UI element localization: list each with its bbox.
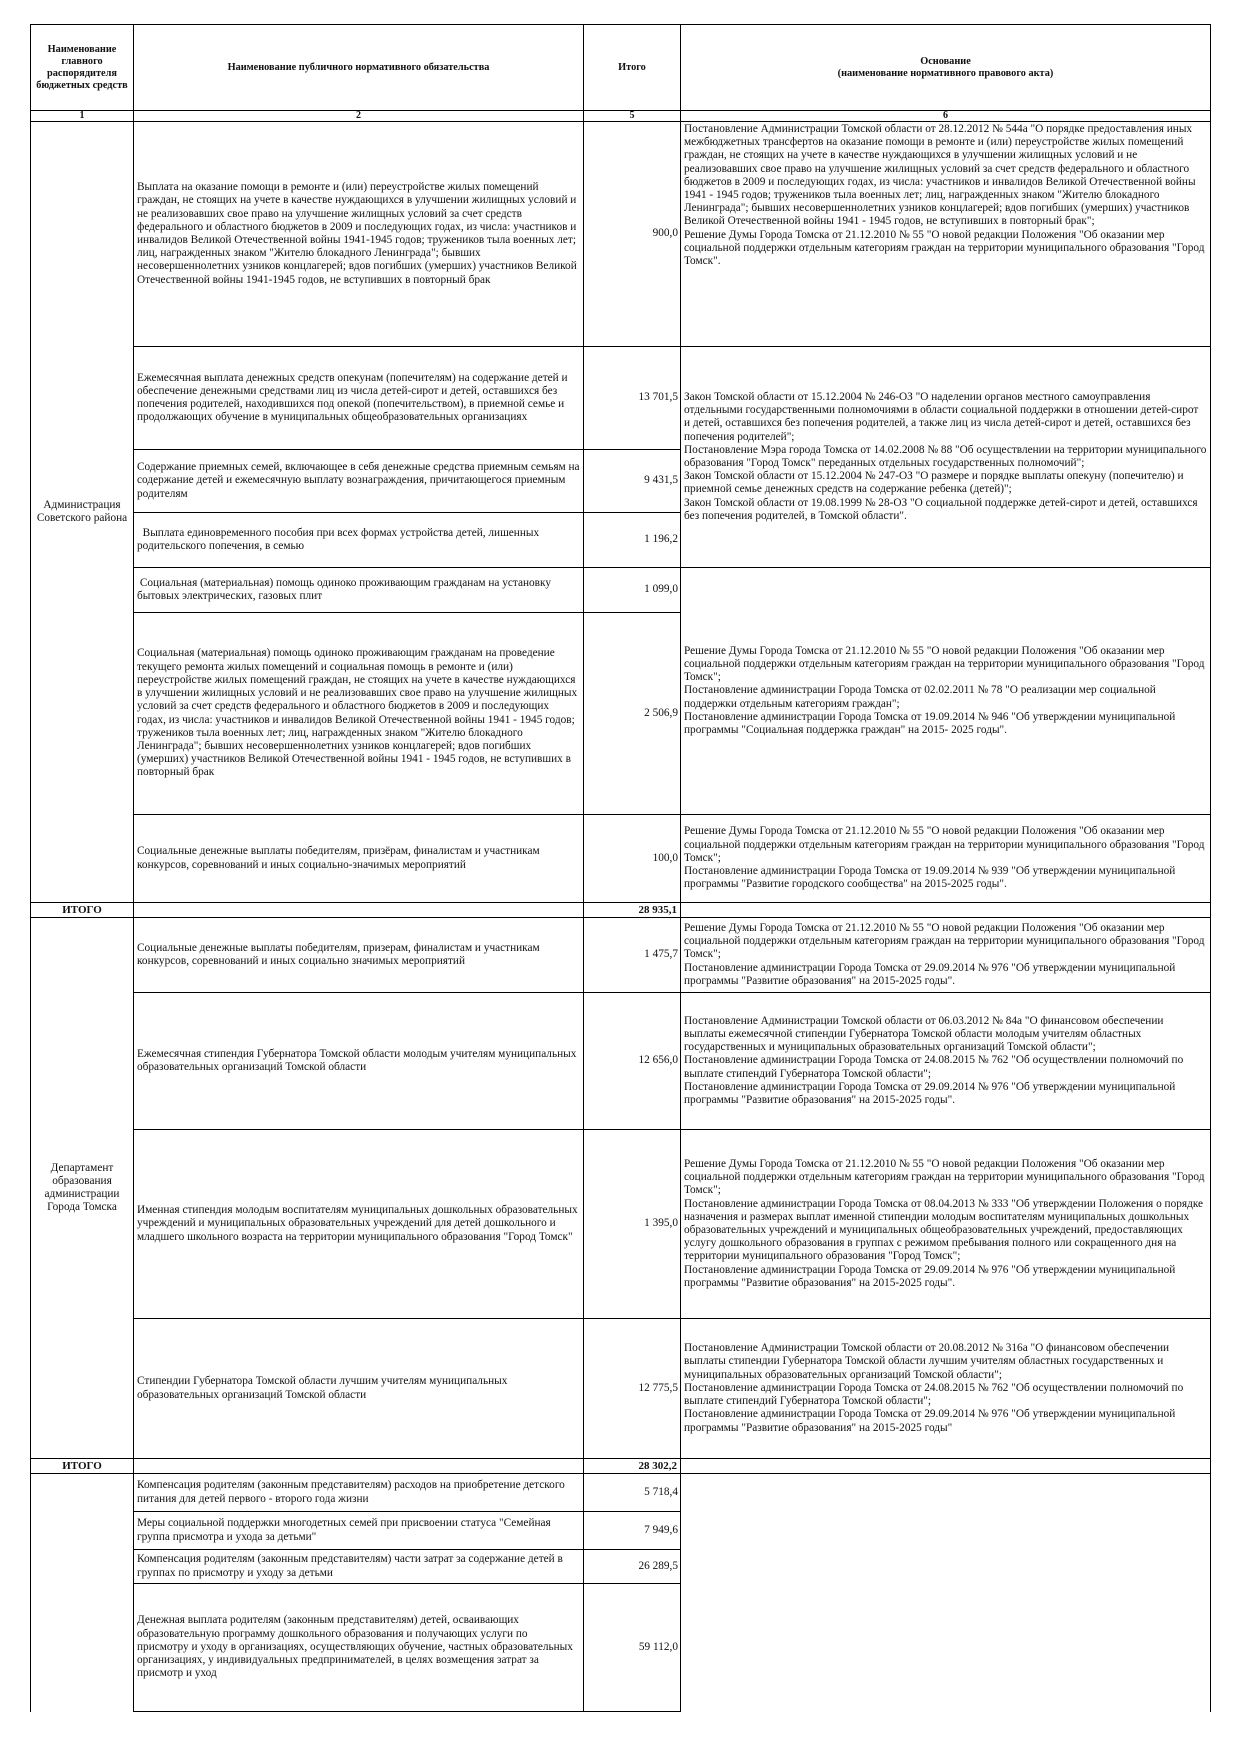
obligation-name: Социальные денежные выплаты победителям, призерам, финалистам и участникам конкурсов, соревнований и иных социально значимых мероприятий	[134, 918, 584, 993]
obligation-total: 2 506,9	[584, 613, 681, 815]
header-col-obligation: Наименование публичного нормативного обязательства	[134, 25, 584, 111]
obligations-table	[30, 24, 1211, 1712]
org-name: Департамент образования администрации Города Томска	[31, 918, 134, 1459]
table-row	[31, 1130, 1211, 1319]
total-label: ИТОГО	[31, 1459, 134, 1474]
obligation-name: Ежемесячная стипендия Губернатора Томской области молодым учителям муниципальных образовательных организаций Томской области	[134, 993, 584, 1130]
obligation-name: Содержание приемных семей, включающее в себя денежные средства приемным семьям на содержание детей и ежемесячную выплату вознаграждения, причитающегося приемным родителям	[134, 450, 584, 513]
table-row	[31, 1319, 1211, 1459]
obligation-total: 59 112,0	[584, 1584, 681, 1712]
obligation-name: Стипендии Губернатора Томской области лучшим учителям муниципальных образовательных организаций Томской области	[134, 1319, 584, 1459]
column-number: 2	[134, 111, 584, 122]
table-row	[31, 347, 1211, 450]
table-row	[31, 815, 1211, 903]
column-number: 1	[31, 111, 134, 122]
legal-basis: Решение Думы Города Томска от 21.12.2010 № 55 "О новой редакции Положения "Об оказании мер социальной поддержки отдельным категориям граждан на территории муниципального образования "Город Томск"; Постановление администрации Города Томска от 08.04.2013 № 333 "Об утверждении Положения о порядке назначения и размерах выплат именной стипендии молодым воспитателям муниципальных дошкольных образовательных учреждений и муниципальных общеобразовательных учреждений, предоставляющих услугу дошкольного образования в группах с режимом пребывания полного или сокращенного дня на территории муниципального образования "Город Томск"; Постановление администрации Города Томска от 29.09.2014 № 976 "Об утверждении муниципальной программы "Развитие образования" на 2015-2025 годы".	[681, 1130, 1211, 1319]
legal-basis: Решение Думы Города Томска от 21.12.2010 № 55 "О новой редакции Положения "Об оказании мер социальной поддержки отдельным категориям граждан на территории муниципального образования "Город Томск"; Постановление администрации Города Томска от 29.09.2014 № 976 "Об утверждении муниципальной программы "Развитие образования" на 2015-2025 годы".	[681, 918, 1211, 993]
obligation-total: 1 196,2	[584, 513, 681, 568]
column-number: 5	[584, 111, 681, 122]
header-col-org: Наименование главного распорядителя бюджетных средств	[31, 25, 134, 111]
obligation-name: Выплата единовременного пособия при всех формах устройства детей, лишенных родительского попечения, в семью	[134, 513, 584, 568]
obligation-name: Компенсация родителям (законным представителям) части затрат за содержание детей в группах по присмотру и уходу за детьми	[134, 1550, 584, 1584]
table-row	[31, 568, 1211, 613]
total-basis-empty	[681, 1459, 1211, 1474]
total-spacer	[134, 1459, 584, 1474]
legal-basis: Постановление Администрации Томской области от 20.08.2012 № 316а "О финансовом обеспечении выплаты стипендии Губернатора Томской области лучшим учителям областных государственных и муниципальных образовательных организаций Томской области"; Постановление администрации Города Томска от 24.08.2015 № 762 "Об осуществлении полномочий по выплате стипендий Губернатора Томской области"; Постановление администрации Города Томска от 29.09.2014 № 976 "Об утверждении муниципальной программы "Развитие образования" на 2015-2025 годы"	[681, 1319, 1211, 1459]
total-basis-empty	[681, 903, 1211, 918]
obligation-total: 7 949,6	[584, 1512, 681, 1550]
header-row	[31, 25, 1211, 111]
obligation-total: 12 775,5	[584, 1319, 681, 1459]
legal-basis: Решение Думы Города Томска от 21.12.2010 № 55 "О новой редакции Положения "Об оказании мер социальной поддержки отдельным категориям граждан на территории муниципального образования "Город Томск"; Постановление администрации Города Томска от 02.02.2011 № 78 "О реализации мер социальной поддержки отдельным категориям граждан"; Постановление администрации Города Томска от 19.09.2014 № 946 "Об утверждении муниципальной программы "Социальная поддержка граждан" на 2015- 2025 годы".	[681, 568, 1211, 815]
table-row	[31, 993, 1211, 1130]
obligation-name: Социальная (материальная) помощь одиноко проживающим гражданам на установку бытовых электрических, газовых плит	[134, 568, 584, 613]
org-name	[31, 1474, 134, 1712]
document-page	[30, 24, 1210, 1712]
obligation-total: 5 718,4	[584, 1474, 681, 1512]
total-value: 28 935,1	[584, 903, 681, 918]
obligation-total: 9 431,5	[584, 450, 681, 513]
obligation-name: Именная стипендия молодым воспитателям муниципальных дошкольных образовательных учреждений и муниципальных образовательных учреждений для детей дошкольного и младшего школьного возраста на территории муниципального образования "Город Томск"	[134, 1130, 584, 1319]
obligation-total: 1 099,0	[584, 568, 681, 613]
table-row	[31, 1474, 1211, 1512]
section-total-row	[31, 903, 1211, 918]
table-row	[31, 122, 1211, 347]
obligation-name: Ежемесячная выплата денежных средств опекунам (попечителям) на содержание детей и обеспечение денежными средствами лиц из числа детей-сирот и детей, оставшихся без попечения родителей, находившихся под опекой (попечительством), в приемной семье и продолжающих обучение в муниципальных общеобразовательных организациях	[134, 347, 584, 450]
table-row	[31, 918, 1211, 993]
obligation-name: Денежная выплата родителям (законным представителям) детей, осваивающих образовательную программу дошкольного образования и получающих услуги по присмотру и уходу в организациях, осуществляющих обучение, частных образовательных организациях, у индивидуальных предпринимателей, в целях возмещения затрат за присмотр и уход	[134, 1584, 584, 1712]
header-basis-title: Основание	[920, 55, 971, 67]
obligation-total: 13 701,5	[584, 347, 681, 450]
header-col-total: Итого	[584, 25, 681, 111]
total-value: 28 302,2	[584, 1459, 681, 1474]
obligation-name: Социальная (материальная) помощь одиноко проживающим гражданам на проведение текущего ремонта жилых помещений и социальная помощь в ремонте и (или) переустройстве жилых помещений граждан, не стоящих на учете в качестве нуждающихся в улучшении жилищных условий и не реализовавших свое право на улучшение жилищных условий за счет средств федерального и областного бюджетов в 2009 и последующих годах, из числа: участников и инвалидов Великой Отечественной войны 1941 - 1945 годов; тружеников тыла военных лет; лиц, награжденных знаком "Жителю блокадного Ленинграда"; бывших несовершеннолетних узников концлагерей; вдов погибших (умерших) участников Великой Отечественной войны 1941 - 1945 годов, не вступивших в повторный брак	[134, 613, 584, 815]
legal-basis: Постановление Администрации Томской области от 06.03.2012 № 84а "О финансовом обеспечении выплаты ежемесячной стипендии Губернатора Томской области молодым учителям областных государственных и муниципальных образовательных организаций Томской области"; Постановление администрации Города Томска от 24.08.2015 № 762 "Об осуществлении полномочий по выплате стипендий Губернатора Томской области"; Постановление администрации Города Томска от 29.09.2014 № 976 "Об утверждении муниципальной программы "Развитие образования" на 2015-2025 годы".	[681, 993, 1211, 1130]
obligation-name: Компенсация родителям (законным представителям) расходов на приобретение детского питания для детей первого - второго года жизни	[134, 1474, 584, 1512]
legal-basis: Закон Томской области от 15.12.2004 № 246-ОЗ "О наделении органов местного самоуправления отдельными государственными полномочиями в области социальной поддержки в отношении детей-сирот и детей, оставшихся без попечения родителей, а также лиц из числа детей-сирот и детей, оставшихся без попечения родителей"; Постановление Мэра города Томска от 14.02.2008 № 88 "Об осуществлении на территории муниципального образования "Город Томск" переданных отдельных государственных полномочий"; Закон Томской области от 15.12.2004 № 247-ОЗ "О размере и порядке выплаты опекуну (попечителю) и приемной семье денежных средств на содержание ребенка (детей)"; Закон Томской области от 19.08.1999 № 28-ОЗ "О социальной поддержке детей-сирот и детей, оставшихся без попечения родителей, в Томской области".	[681, 347, 1211, 568]
total-label: ИТОГО	[31, 903, 134, 918]
total-spacer	[134, 903, 584, 918]
column-number-row	[31, 111, 1211, 122]
obligation-name: Меры социальной поддержки многодетных семей при присвоении статуса "Семейная группа присмотра и ухода за детьми"	[134, 1512, 584, 1550]
header-basis-subtitle: (наименование нормативного правового акта)	[837, 67, 1054, 79]
obligation-name: Выплата на оказание помощи в ремонте и (или) переустройстве жилых помещений граждан, не стоящих на учете в качестве нуждающихся в улучшении жилищных условий и не реализовавших свое право на улучшение жилищных условий за счет средств федерального и областного бюджетов в 2009 и последующих годах, из числа: участников и инвалидов Великой Отечественной войны 1941-1945 годов; тружеников тыла военных лет; лиц, награжденных знаком "Жителю блокадного Ленинграда"; бывших несовершеннолетних узников концлагерей; вдов погибших (умерших) участников Великой Отечественной войны 1941-1945 годов, не вступивших в повторный брак	[134, 122, 584, 347]
obligation-total: 12 656,0	[584, 993, 681, 1130]
obligation-total: 900,0	[584, 122, 681, 347]
legal-basis-empty	[681, 1474, 1211, 1712]
obligation-total: 100,0	[584, 815, 681, 903]
section-total-row	[31, 1459, 1211, 1474]
obligation-total: 1 395,0	[584, 1130, 681, 1319]
obligation-name: Социальные денежные выплаты победителям, призёрам, финалистам и участникам конкурсов, соревнований и иных социально-значимых мероприятий	[134, 815, 584, 903]
column-number: 6	[681, 111, 1211, 122]
obligation-total: 26 289,5	[584, 1550, 681, 1584]
org-name: Администрация Советского района	[31, 122, 134, 903]
legal-basis: Решение Думы Города Томска от 21.12.2010 № 55 "О новой редакции Положения "Об оказании мер социальной поддержки отдельным категориям граждан на территории муниципального образования "Город Томск"; Постановление администрации Города Томска от 19.09.2014 № 939 "Об утверждении муниципальной программы "Развитие городского сообщества" на 2015-2025 годы".	[681, 815, 1211, 903]
header-col-basis	[681, 25, 1211, 111]
legal-basis: Постановление Администрации Томской области от 28.12.2012 № 544а "О порядке предоставления иных межбюджетных трансфертов на оказание помощи в ремонте и (или) переустройстве жилых помещений граждан, не стоящих на учете в качестве нуждающихся в улучшении жилищных условий и не реализовавших свое право на улучшение жилищных условий за счет средств федерального и областного бюджетов в 2009 и последующих годах, из числа: участников и инвалидов Великой Отечественной войны 1941 - 1945 годов; тружеников тыла военных лет; лиц, награжденных знаком "Жителю блокадного Ленинграда"; бывших несовершеннолетних узников концлагерей; вдов погибших (умерших) участников Великой Отечественной войны 1941 - 1945 годов, не вступивших в повторный брак"; Решение Думы Города Томска от 21.12.2010 № 55 "О новой редакции Положения "Об оказании мер социальной поддержки отдельным категориям граждан на территории муниципального образования "Город Томск".	[681, 122, 1211, 347]
obligation-total: 1 475,7	[584, 918, 681, 993]
